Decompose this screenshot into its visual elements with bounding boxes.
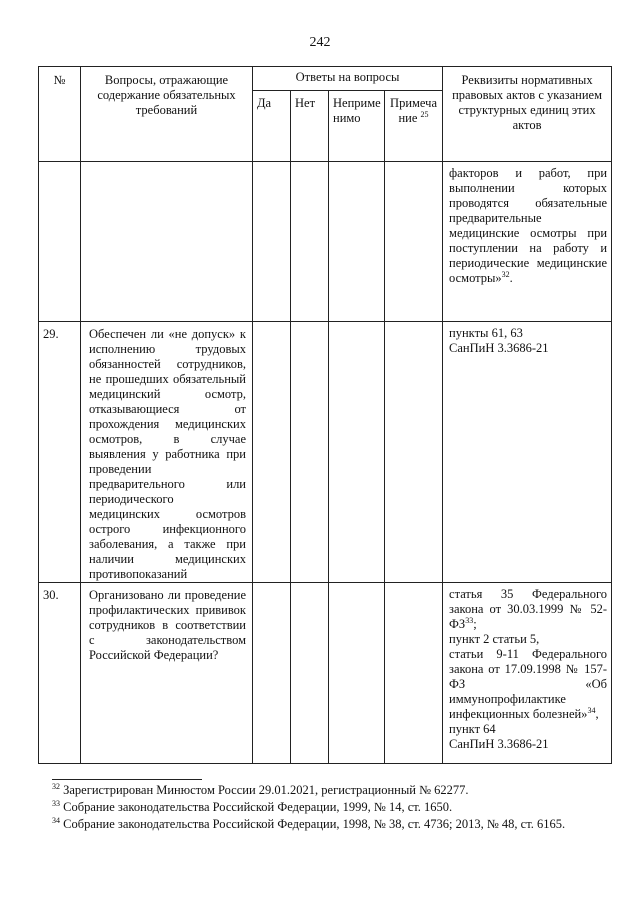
table-row bbox=[39, 162, 612, 322]
header-not-applicable: Неприме нимо bbox=[329, 91, 385, 162]
answer-no-cell[interactable] bbox=[291, 162, 329, 322]
row-question bbox=[81, 162, 253, 322]
answer-no-cell[interactable] bbox=[291, 322, 329, 583]
row-requisites: статья 35 Федерального закона от 30.03.1999 № 52-ФЗ$^{33}$; пункт 2 статьи 5, статьи 9-11 Федерального закона от 17.09.1998 № 157-ФЗ «Об иммунопрофилактике инфекционных болезней»$^{34}$, пункт 64 СанПиН 3.3686-21 bbox=[443, 583, 612, 764]
answer-na-cell[interactable] bbox=[329, 583, 385, 764]
header-questions: Вопросы, отражающие содержание обязательных требований bbox=[81, 67, 253, 162]
table-row bbox=[39, 583, 612, 764]
row-num: 30. bbox=[39, 583, 81, 764]
row-question: Обеспечен ли «не допуск» к исполнению трудовых обязанностей сотрудников, не прошедших обязательный медицинский осмотр, отказывающиеся от прохождения медицинских осмотров, в случае выявления у работника при проведении предварительного или периодического медицинских осмотров острого инфекционного заболевания, а также при наличии медицинских противопоказаний bbox=[81, 322, 253, 583]
footnotes bbox=[52, 782, 612, 833]
answer-note-cell[interactable] bbox=[385, 322, 443, 583]
answer-yes-cell[interactable] bbox=[253, 583, 291, 764]
row-num bbox=[39, 162, 81, 322]
answer-yes-cell[interactable] bbox=[253, 322, 291, 583]
row-requisites: пункты 61, 63 СанПиН 3.3686-21 bbox=[443, 322, 612, 583]
row-requisites: факторов и работ, при выполнении которых проводятся обязательные предварительные медицинские осмотры при поступлении на работу и периодические медицинские осмотры»$^{32}$. bbox=[443, 162, 612, 322]
header-requisites: Реквизиты нормативных правовых актов с указанием структурных единиц этих актов bbox=[443, 67, 612, 162]
answer-no-cell[interactable] bbox=[291, 583, 329, 764]
footnote-33: $^{33}$ Собрание законодательства Российской Федерации, 1999, № 14, ст. 1650. bbox=[52, 798, 453, 814]
header-yes: Да bbox=[253, 91, 291, 162]
page-number: 242 bbox=[309, 35, 331, 50]
answer-na-cell[interactable] bbox=[329, 162, 385, 322]
table-row bbox=[39, 322, 612, 583]
header-note: Примеча ние $^{25}$ bbox=[385, 91, 443, 162]
header-no: Нет bbox=[291, 91, 329, 162]
row-question: Организовано ли проведение профилактических прививок сотрудников в соответствии с законодательством Российской Федерации? bbox=[81, 583, 253, 764]
header-answers: Ответы на вопросы bbox=[253, 67, 443, 91]
table-header-row bbox=[39, 67, 612, 91]
footnote-34: $^{34}$ Собрание законодательства Российской Федерации, 1998, № 38, ст. 4736; 2013, № 48, ст. 6165. bbox=[52, 815, 566, 831]
answer-na-cell[interactable] bbox=[329, 322, 385, 583]
footnote-32: $^{32}$ Зарегистрирован Минюстом России 29.01.2021, регистрационный № 62277. bbox=[52, 781, 469, 797]
answer-yes-cell[interactable] bbox=[253, 162, 291, 322]
row-num: 29. bbox=[39, 322, 81, 583]
requirements-table bbox=[38, 66, 612, 764]
answer-note-cell[interactable] bbox=[385, 162, 443, 322]
footnote-separator bbox=[52, 779, 202, 780]
answer-note-cell[interactable] bbox=[385, 583, 443, 764]
header-num: № bbox=[39, 67, 81, 162]
